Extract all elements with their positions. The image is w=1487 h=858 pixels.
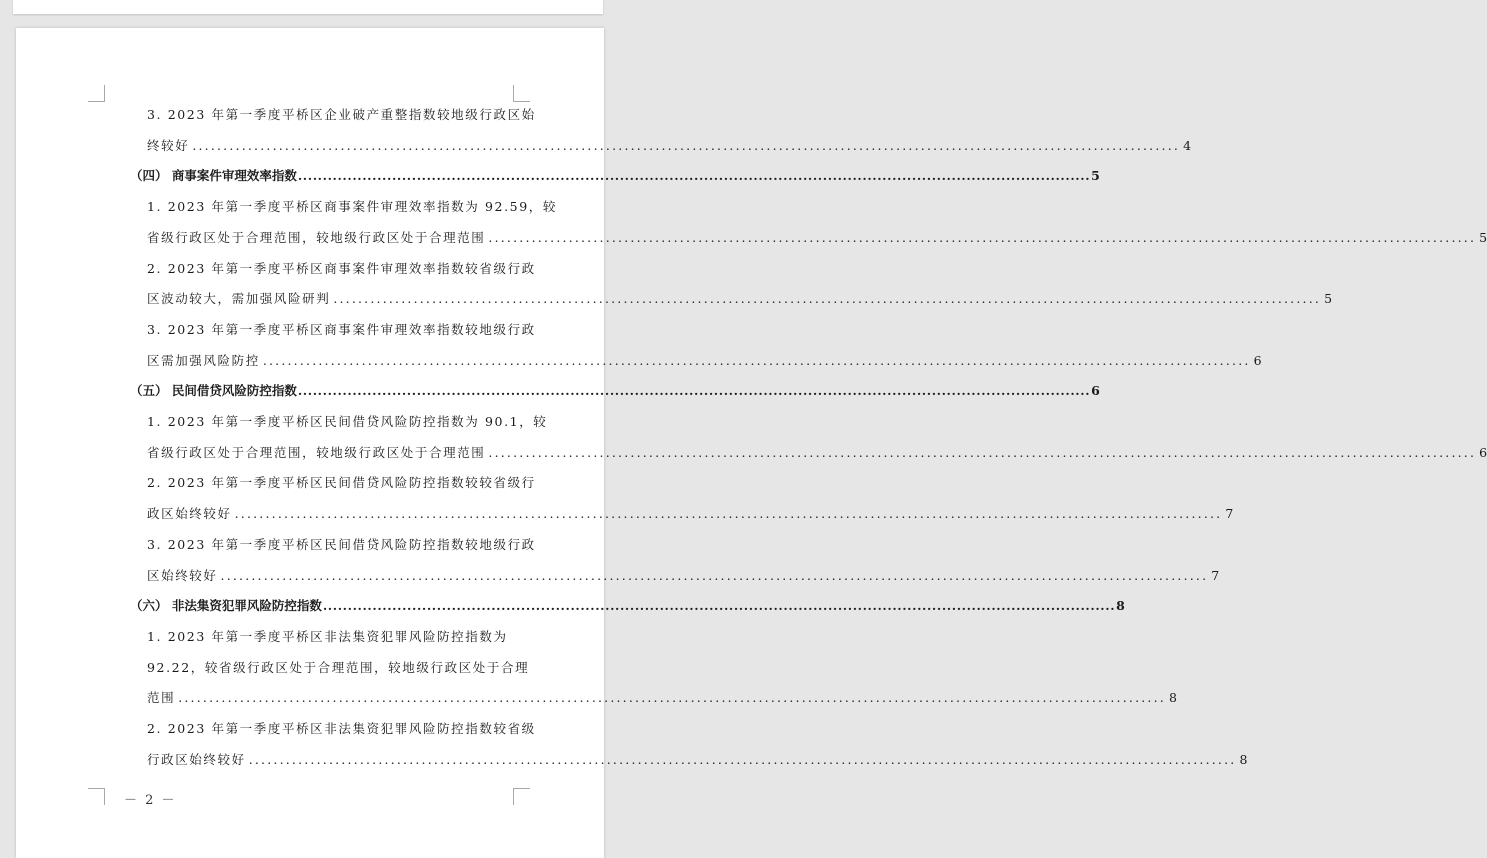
- toc-entry[interactable]: [130, 346, 1262, 377]
- toc-entry-text: 1. 2023 年第一季度平桥区商事案件审理效率指数为 92.59，较: [147, 199, 557, 215]
- dot-leader: [263, 346, 1251, 377]
- toc-entry-text: 区波动较大，需加强风险研判: [147, 291, 331, 307]
- toc-entry-first-line[interactable]: [130, 714, 536, 745]
- toc-entry-text: 省级行政区处于合理范围，较地级行政区处于合理范围: [147, 444, 486, 460]
- toc-page-number: 8: [1116, 598, 1125, 614]
- dot-leader: [192, 131, 1180, 162]
- toc-entry-middle-line[interactable]: [130, 653, 530, 684]
- toc-entry-text: 1. 2023 年第一季度平桥区非法集资犯罪风险防控指数为: [147, 628, 508, 644]
- toc-section-heading[interactable]: [130, 376, 1100, 407]
- toc-entry-text: 行政区始终较好: [147, 751, 246, 767]
- toc-entry-text: 1. 2023 年第一季度平桥区民间借贷风险防控指数为 90.1，较: [147, 414, 548, 430]
- toc-entry-first-line[interactable]: [130, 315, 536, 346]
- toc-entry-first-line[interactable]: [130, 407, 548, 438]
- toc-entry-text: 3. 2023 年第一季度平桥区商事案件审理效率指数较地级行政: [147, 321, 536, 337]
- toc-entry-text: 政区始终较好: [147, 506, 232, 522]
- toc-entry-text: 3. 2023 年第一季度平桥区民间借贷风险防控指数较地级行政: [147, 536, 536, 552]
- toc-page-number: 5: [1091, 168, 1100, 184]
- toc-page-number: 8: [1239, 751, 1248, 767]
- toc-entry-text: 省级行政区处于合理范围，较地级行政区处于合理范围: [147, 229, 486, 245]
- dot-leader: [221, 561, 1209, 592]
- toc-entry[interactable]: [130, 438, 1487, 469]
- toc-entry[interactable]: [130, 745, 1248, 776]
- document-page: [16, 28, 1487, 858]
- previous-page-edge: [13, 0, 603, 14]
- toc-entry-text: 终较好: [147, 137, 190, 153]
- toc-section-heading[interactable]: [130, 591, 1125, 622]
- toc-entry-first-line[interactable]: [130, 530, 536, 561]
- toc-entry-text: 2. 2023 年第一季度平桥区非法集资犯罪风险防控指数较省级: [147, 721, 536, 737]
- toc-page-number: 6: [1479, 444, 1487, 460]
- toc-page-number: 6: [1253, 352, 1262, 368]
- toc-page-number: 7: [1211, 567, 1220, 583]
- toc-page-number: 5: [1479, 229, 1487, 245]
- toc-entry-first-line[interactable]: [130, 100, 536, 131]
- toc-entry[interactable]: [130, 284, 1333, 315]
- toc-entry-text: 2. 2023 年第一季度平桥区民间借贷风险防控指数较较省级行: [147, 475, 536, 491]
- crop-mark-bottom-right: [513, 788, 530, 805]
- dot-leader: [235, 499, 1223, 530]
- toc-page-number: 6: [1091, 383, 1100, 399]
- crop-mark-top-left: [88, 85, 105, 102]
- toc-heading-text: （五） 民间借贷风险防控指数: [130, 383, 297, 399]
- crop-mark-bottom-left: [88, 788, 105, 805]
- toc-entry-first-line[interactable]: [130, 192, 557, 223]
- toc-entry-text: 区始终较好: [147, 567, 218, 583]
- toc-entry[interactable]: [130, 499, 1234, 530]
- toc-entry-first-line[interactable]: [130, 254, 536, 285]
- toc-page-number: 8: [1168, 690, 1177, 706]
- table-of-contents: [130, 100, 1487, 775]
- toc-entry-first-line[interactable]: [130, 622, 514, 653]
- toc-entry[interactable]: [130, 561, 1220, 592]
- dot-leader: [178, 683, 1166, 714]
- toc-entry-text: 2. 2023 年第一季度平桥区商事案件审理效率指数较省级行政: [147, 260, 536, 276]
- toc-page-number: 4: [1183, 137, 1192, 153]
- page-number: － 2 －: [124, 793, 177, 808]
- dot-leader: [323, 591, 1115, 622]
- toc-entry-text: 范围: [147, 690, 176, 706]
- toc-entry[interactable]: [130, 131, 1192, 162]
- toc-entry-text: 92.22，较省级行政区处于合理范围，较地级行政区处于合理: [147, 659, 530, 675]
- dot-leader: [488, 223, 1476, 254]
- toc-section-heading[interactable]: [130, 161, 1100, 192]
- toc-heading-text: （六） 非法集资犯罪风险防控指数: [130, 598, 322, 614]
- toc-page-number: 7: [1225, 506, 1234, 522]
- toc-page-number: 5: [1324, 291, 1333, 307]
- dot-leader: [333, 284, 1321, 315]
- toc-entry[interactable]: [130, 223, 1487, 254]
- toc-heading-text: （四） 商事案件审理效率指数: [130, 168, 297, 184]
- toc-entry-first-line[interactable]: [130, 468, 536, 499]
- toc-entry-text: 区需加强风险防控: [147, 352, 260, 368]
- dot-leader: [298, 376, 1090, 407]
- dot-leader: [298, 161, 1090, 192]
- dot-leader: [488, 438, 1476, 469]
- toc-entry[interactable]: [130, 683, 1177, 714]
- toc-entry-text: 3. 2023 年第一季度平桥区企业破产重整指数较地级行政区始: [147, 107, 536, 122]
- dot-leader: [249, 745, 1237, 776]
